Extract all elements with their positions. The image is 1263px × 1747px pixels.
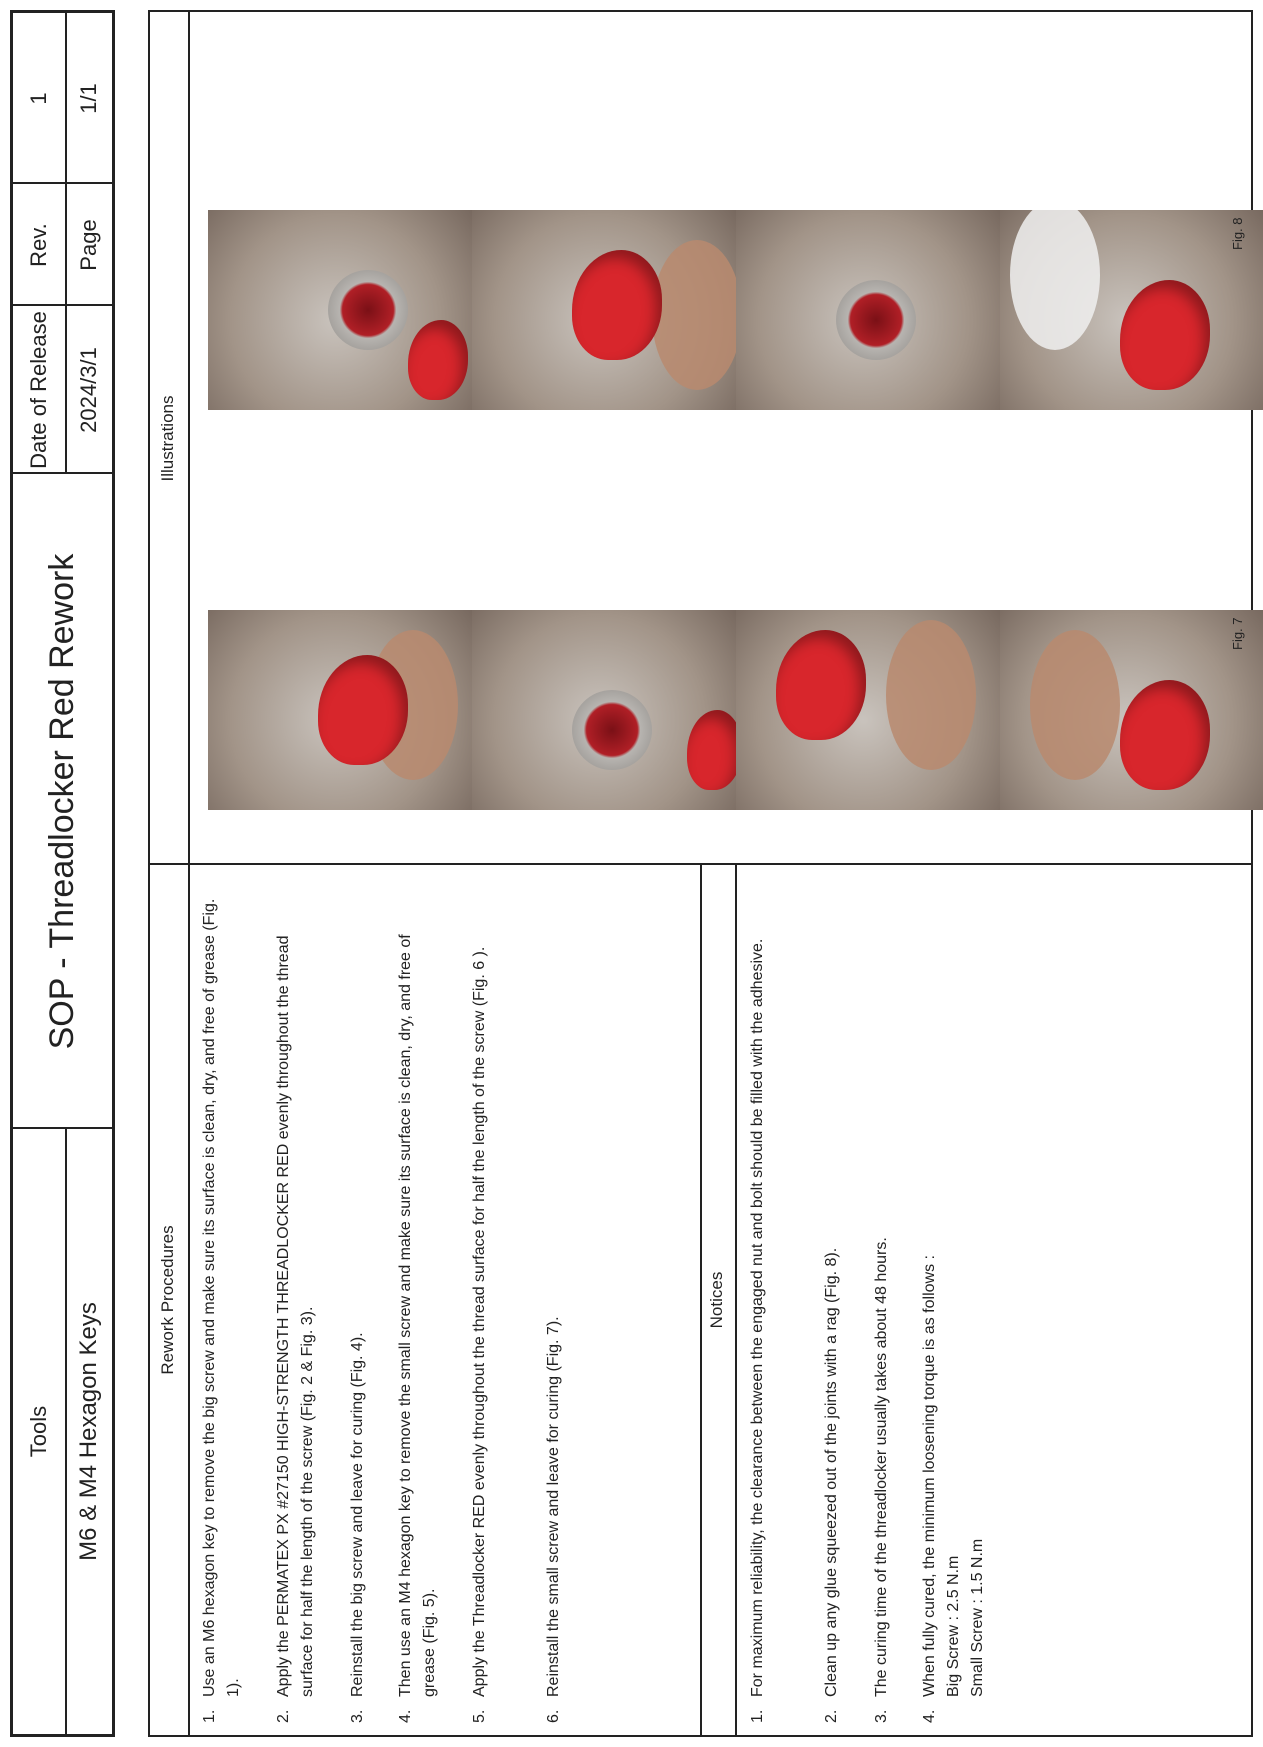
figure-photo-8	[1000, 210, 1263, 410]
item-text: Clean up any glue squeezed out of the joints with a rag (Fig. 8).	[823, 1247, 840, 1697]
torque-small-screw: Small Screw : 1.5 N.m	[969, 1538, 986, 1697]
item-text: Reinstall the big screw and leave for curing (Fig. 4).	[349, 1332, 366, 1697]
body-table	[148, 10, 1253, 1737]
notice-item	[918, 883, 990, 1723]
notice-item	[870, 883, 894, 1723]
item-text: Apply the Threadlocker RED evenly throughout the thread surface for half the length of the screw (Fig. 6 ).	[471, 946, 488, 1697]
item-text: When fully cured, the minimum loosening torque is as follows :	[921, 1255, 938, 1697]
procedure-item	[394, 883, 442, 1723]
procedure-item	[468, 883, 492, 1723]
figure-photo-4	[472, 210, 755, 410]
date-value: 2024/3/1	[75, 347, 101, 433]
item-number: 3.	[349, 1709, 366, 1723]
illustrations-title: Illustrations	[158, 395, 177, 482]
tools-label: Tools	[26, 1405, 51, 1458]
notice-item	[820, 883, 844, 1723]
item-text: Use an M6 hexagon key to remove the big screw and make sure its surface is clean, dry, and free of grease (Fig. 1).	[201, 898, 242, 1697]
item-text: Apply the PERMATEX PX #27150 HIGH-STRENGTH THREADLOCKER RED evenly throughout the thread surface for half the length of the screw (Fig. 2 & Fig. 3).	[275, 935, 316, 1697]
procedure-item	[542, 883, 566, 1723]
item-text: Then use an M4 hexagon key to remove the small screw and make sure its surface is clean, dry, and free of grease (Fig. 5).	[397, 934, 438, 1697]
figure-photo-3	[472, 610, 755, 810]
rev-label: Rev.	[26, 223, 51, 267]
procedure-item	[346, 883, 370, 1723]
page-label: Page	[75, 219, 101, 271]
figure-photo-2	[208, 210, 491, 410]
figure-photo-5	[736, 610, 1019, 810]
item-number: 3.	[873, 1709, 890, 1723]
procedure-item	[272, 883, 320, 1723]
item-number: 4.	[397, 1709, 414, 1723]
figure-photo-6	[736, 210, 1019, 410]
figure-photo-7	[1000, 610, 1263, 810]
item-text: For maximum reliability, the clearance between the engaged nut and bolt should be filled with the adhesive.	[749, 938, 766, 1697]
item-number: 4.	[921, 1709, 938, 1723]
notice-item	[746, 883, 770, 1723]
figure-caption: Fig. 8	[1230, 217, 1245, 250]
procedures-title: Rework Procedures	[158, 1225, 177, 1375]
figure-caption: Fig. 7	[1230, 617, 1245, 650]
procedure-item	[198, 883, 246, 1723]
item-number: 5.	[471, 1709, 488, 1723]
notices-title: Notices	[707, 1271, 726, 1329]
tools-value: M6 & M4 Hexagon Keys	[74, 1302, 102, 1561]
item-text: The curing time of the threadlocker usually takes about 48 hours.	[873, 1237, 890, 1697]
rev-value: 1	[26, 92, 51, 105]
item-number: 2.	[823, 1709, 840, 1723]
date-label: Date of Release	[26, 311, 51, 469]
item-number: 1.	[749, 1709, 766, 1723]
item-text: Reinstall the small screw and leave for curing (Fig. 7).	[545, 1316, 562, 1697]
item-number: 1.	[201, 1709, 218, 1723]
page-title: SOP - Threadlocker Red Rework	[43, 553, 81, 1050]
item-number: 2.	[275, 1709, 292, 1723]
item-number: 6.	[545, 1709, 562, 1723]
torque-big-screw: Big Screw : 2.5 N.m	[945, 1555, 962, 1697]
header-table	[10, 10, 115, 1737]
page-value: 1/1	[75, 83, 101, 114]
figure-photo-1	[208, 610, 491, 810]
item-text-block	[918, 883, 990, 1697]
